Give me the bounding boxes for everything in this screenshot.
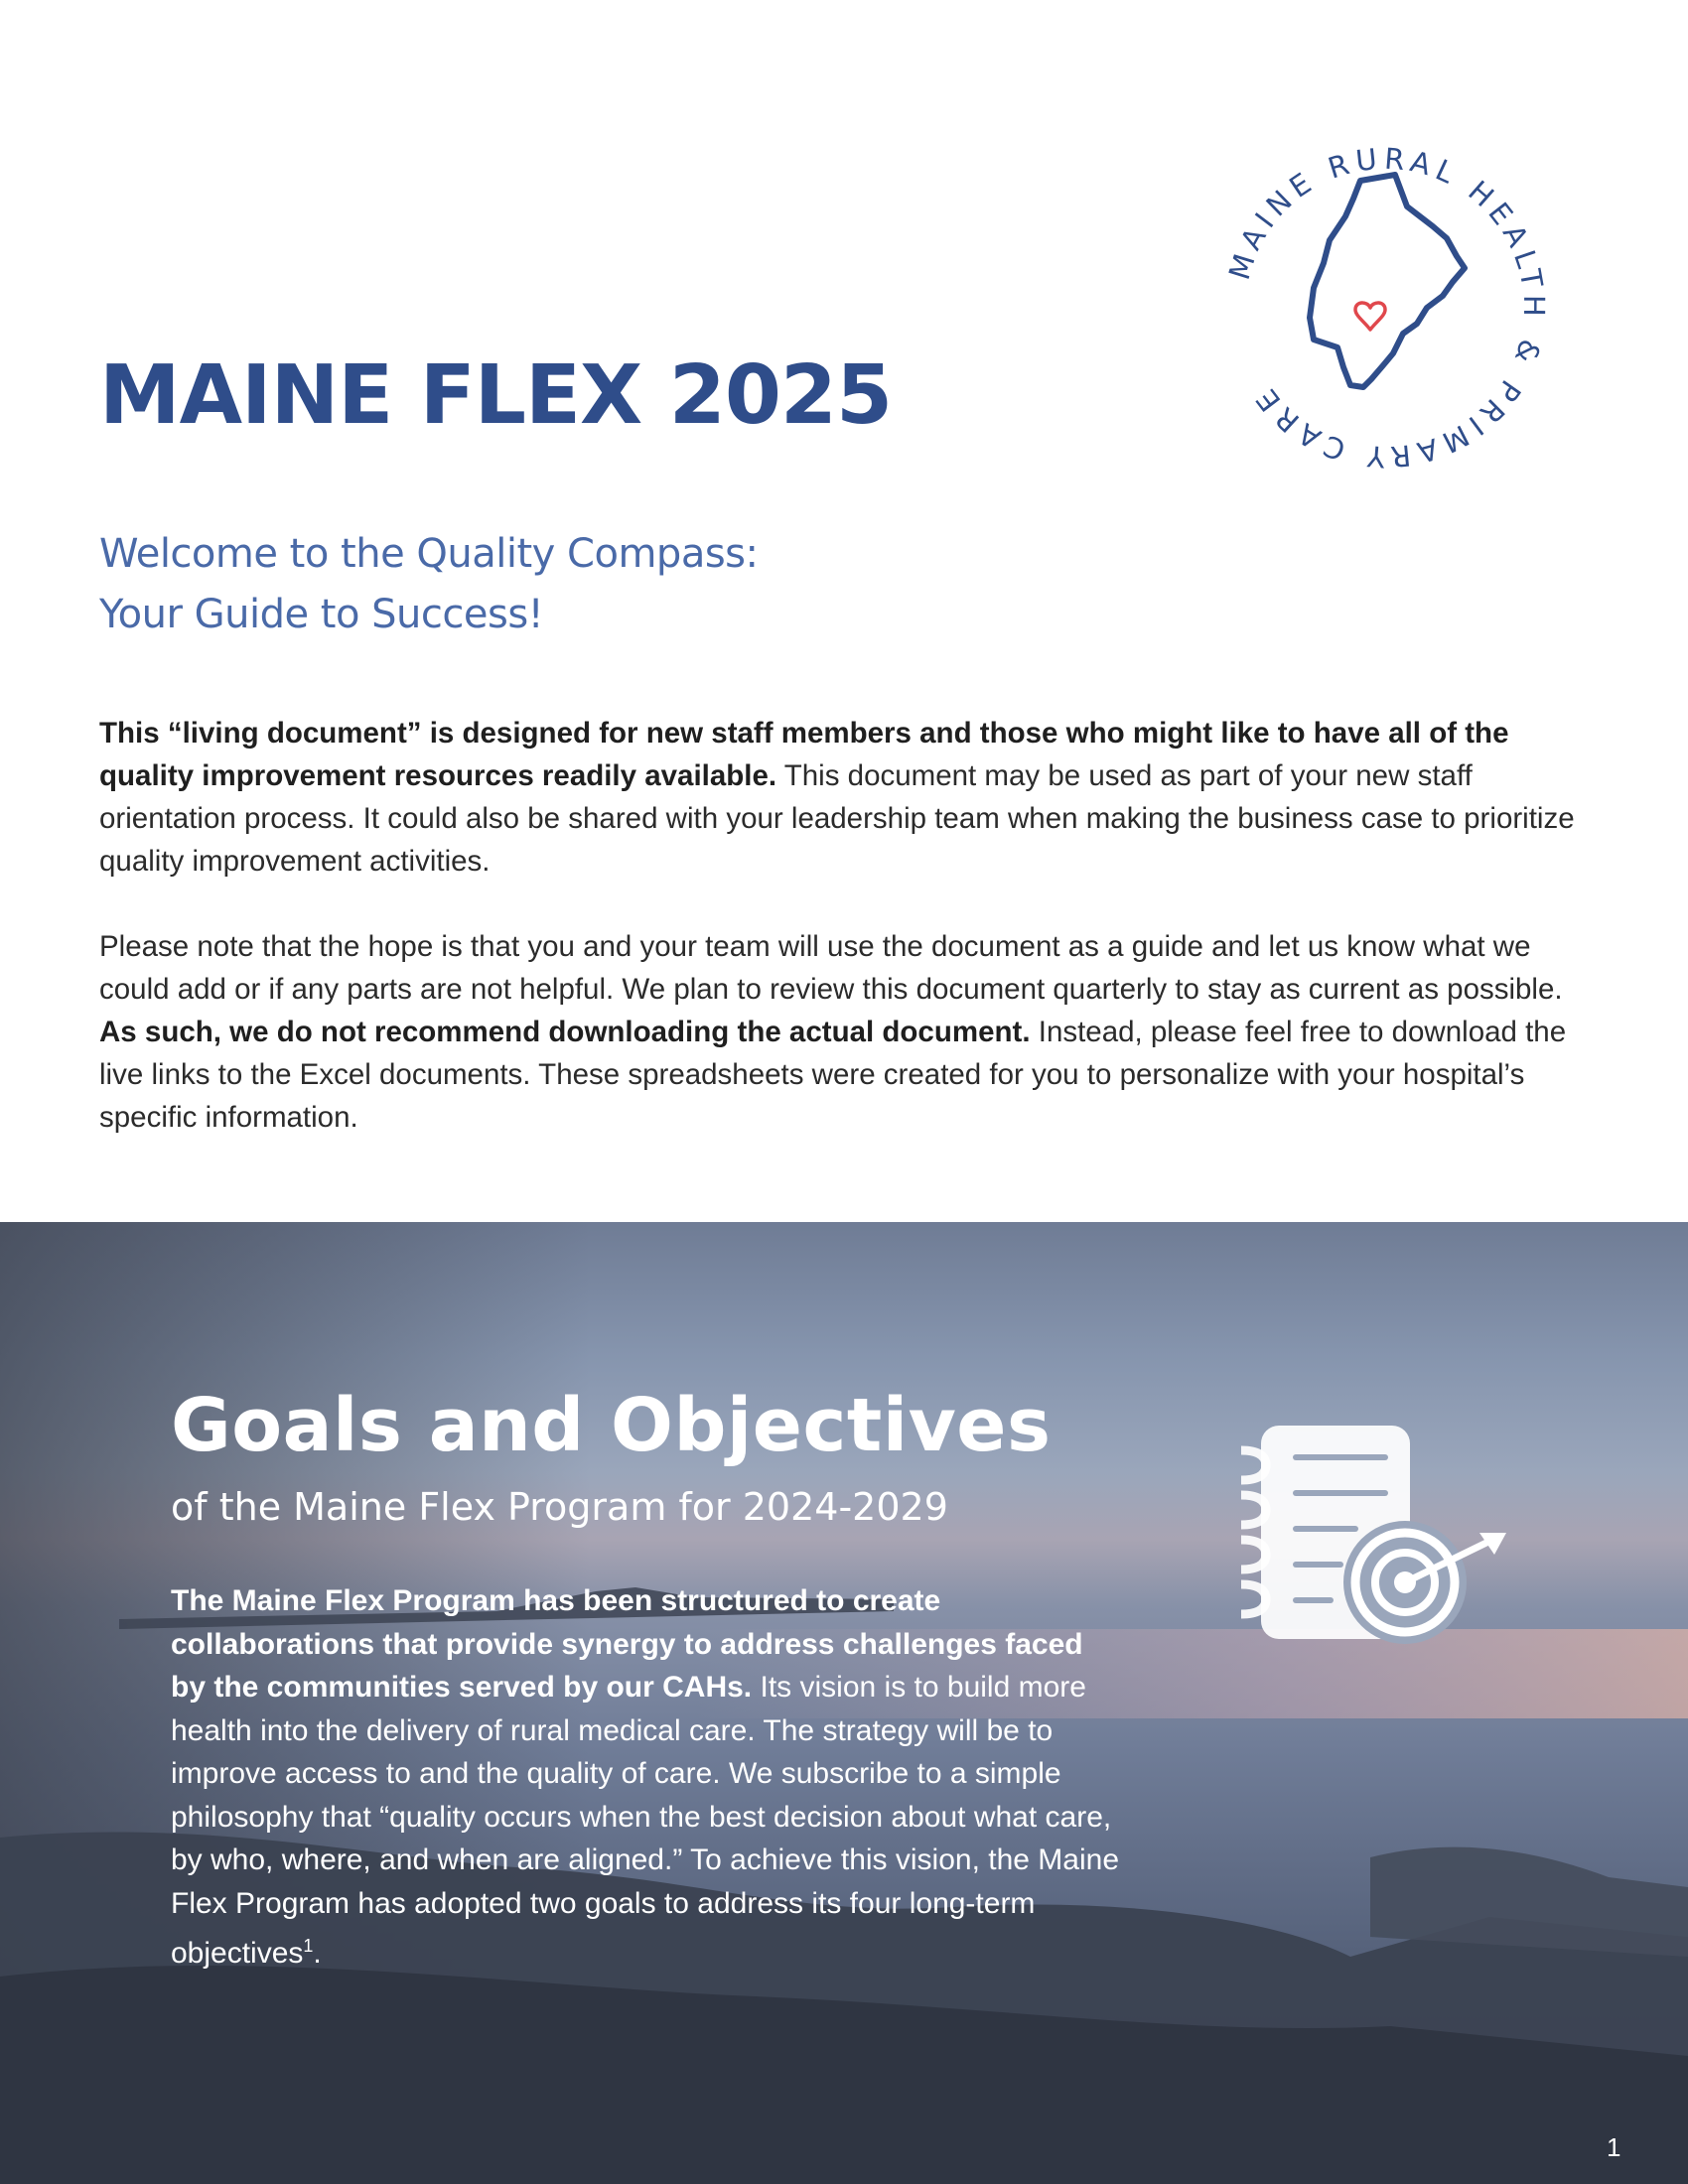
goals-title: Goals and Objectives <box>171 1383 1052 1468</box>
document-target-icon <box>1226 1416 1514 1654</box>
heart-icon <box>1355 303 1385 330</box>
intro-p2-start: Please note that the hope is that you and your team will use the document as a guide and let us know what we could add or if any parts are not helpful. We plan to review this document quarterly to stay as current as possible. <box>99 930 1563 1006</box>
goals-subtitle: of the Maine Flex Program for 2024-2029 <box>171 1485 948 1529</box>
intro-section <box>99 712 1589 1181</box>
subtitle-line-1: Welcome to the Quality Compass: <box>99 531 759 577</box>
intro-paragraph-1 <box>99 712 1589 883</box>
intro-p1-rest: This document may be used as part of your new staff orientation process. It could also be shared with your leadership team when making the business case to prioritize quality improvement activities. <box>99 759 1575 878</box>
intro-p1-bold: This “living document” is designed for new staff members and those who might like to have all of the quality improvement resources readily available. <box>99 717 1509 792</box>
intro-paragraph-2 <box>99 925 1589 1139</box>
maine-rural-health-logo <box>1196 119 1574 496</box>
maine-state-outline <box>1310 175 1465 387</box>
goals-body-end: . <box>313 1937 322 1970</box>
page-subtitle <box>99 524 1092 645</box>
intro-p2-end: Instead, please feel free to download the live links to the Excel documents. These spreadsheets were created for you to personalize with your hospital’s specific information. <box>99 1016 1567 1134</box>
footnote-marker: 1 <box>303 1936 314 1956</box>
page-title: MAINE FLEX 2025 <box>99 348 893 443</box>
goals-body-bold: The Maine Flex Program has been structured to create collaborations that provide synergy to address challenges faced by the communities served by our CAHs. <box>171 1584 1083 1704</box>
goals-body <box>171 1579 1124 1976</box>
page-number: 1 <box>1607 2132 1621 2162</box>
intro-p2-bold: As such, we do not recommend downloading the actual document. <box>99 1016 1031 1048</box>
goals-section <box>0 1222 1688 2184</box>
logo-ring-text: MAINE RURAL HEALTH & PRIMARY CARE <box>1221 141 1552 475</box>
goals-body-rest: Its vision is to build more health into the delivery of rural medical care. The strategy will be to improve access to and the quality of care. We subscribe to a simple philosophy that “quality occurs when the best decision about what care, by who, where, and when are aligned.” To achieve this vision, the Maine Flex Program has adopted two goals to address its four long-term objectives <box>171 1671 1120 1970</box>
subtitle-line-2: Your Guide to Success! <box>99 592 544 637</box>
